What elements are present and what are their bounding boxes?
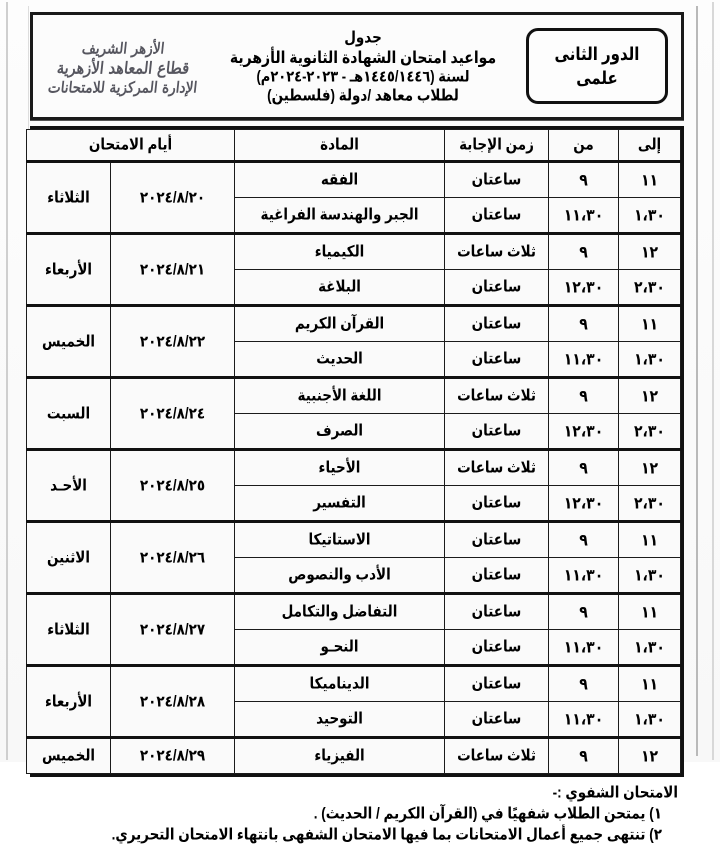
cell-exam-date-text: ٢٠٢٤/٨/٢٧ xyxy=(139,620,206,638)
cell-duration xyxy=(445,522,549,558)
cell-time-to xyxy=(619,378,681,414)
letterhead-line-2: قطاع المعاهد الأزهرية xyxy=(55,58,191,78)
exam-schedule-table-container xyxy=(30,126,684,777)
cell-time-to xyxy=(619,558,681,594)
cell-time-from-text: ٩ xyxy=(579,170,588,189)
cell-subject-text: الصرف xyxy=(315,421,364,440)
cell-exam-day-text: الثلاثاء xyxy=(47,620,90,638)
cell-duration xyxy=(445,450,549,486)
cell-exam-day xyxy=(27,306,111,378)
cell-time-from-text: ٩ xyxy=(579,314,588,333)
cell-subject xyxy=(235,738,445,774)
cell-exam-day xyxy=(27,666,111,738)
cell-subject xyxy=(235,666,445,702)
cell-time-to xyxy=(619,450,681,486)
cell-subject-text: التفسير xyxy=(313,493,366,512)
column-header-subject: المادة xyxy=(235,130,445,162)
cell-time-from xyxy=(549,342,619,378)
cell-exam-day-text: الأربعاء xyxy=(44,260,93,278)
cell-subject-text: الاستاتيكا xyxy=(308,530,371,549)
cell-time-from xyxy=(549,414,619,450)
cell-exam-date xyxy=(111,522,235,594)
column-header-exam-days: أيام الامتحان xyxy=(27,130,235,162)
cell-time-to xyxy=(619,414,681,450)
cell-duration-text: ساعتان xyxy=(471,674,522,693)
cell-duration xyxy=(445,234,549,270)
cell-time-to xyxy=(619,738,681,774)
cell-exam-day xyxy=(27,378,111,450)
cell-exam-date xyxy=(111,594,235,666)
cell-exam-date-text: ٢٠٢٤/٨/٢٦ xyxy=(139,548,206,566)
cell-time-from xyxy=(549,378,619,414)
cell-subject-text: التوحيد xyxy=(316,709,363,728)
cell-time-from-text: ٩ xyxy=(579,674,588,693)
column-header-from: من xyxy=(549,130,619,162)
document-title-block xyxy=(213,15,513,117)
cell-time-from-text: ١١،٣٠ xyxy=(563,205,604,224)
cell-subject-text: البلاغة xyxy=(318,277,361,296)
cell-time-to xyxy=(619,702,681,738)
cell-time-to-text: ١١ xyxy=(640,530,659,549)
cell-time-from-text: ١١،٣٠ xyxy=(563,637,604,656)
cell-subject xyxy=(235,630,445,666)
cell-duration xyxy=(445,342,549,378)
cell-time-to-text: ١١ xyxy=(640,170,659,189)
cell-subject xyxy=(235,270,445,306)
cell-subject xyxy=(235,306,445,342)
cell-subject-text: الفقه xyxy=(320,170,359,189)
cell-subject-text: الأدب والنصوص xyxy=(288,565,391,584)
cell-time-from xyxy=(549,738,619,774)
cell-time-from-text: ١١،٣٠ xyxy=(563,709,604,728)
cell-time-from xyxy=(549,558,619,594)
round-badge-line1: الدور الثانى xyxy=(554,44,640,65)
cell-time-to xyxy=(619,234,681,270)
cell-subject-text: الكيمياء xyxy=(314,242,365,261)
cell-time-to-text: ١٢ xyxy=(640,746,659,765)
notes-heading: الامتحان الشفوي :- xyxy=(552,783,678,802)
cell-subject-text: الفيزياء xyxy=(314,746,365,765)
cell-duration-text: ساعتان xyxy=(471,565,522,584)
cell-time-from-text: ٩ xyxy=(579,458,588,477)
cell-time-to-text: ١٢ xyxy=(640,386,659,405)
table-row xyxy=(27,738,681,774)
cell-time-to-text: ١،٣٠ xyxy=(634,349,665,368)
cell-time-to-text: ١،٣٠ xyxy=(634,709,665,728)
cell-time-from xyxy=(549,198,619,234)
cell-time-from xyxy=(549,594,619,630)
table-head xyxy=(27,130,681,162)
cell-time-to-text: ٢،٣٠ xyxy=(634,421,665,440)
cell-time-from-text: ٩ xyxy=(579,386,588,405)
title-line-2: مواعيد امتحان الشهادة الثانوية الأزهرية xyxy=(229,47,497,67)
cell-exam-date-text: ٢٠٢٤/٨/٢٥ xyxy=(139,476,206,494)
exam-schedule-table xyxy=(26,129,681,774)
cell-duration xyxy=(445,378,549,414)
cell-duration-text: ساعتان xyxy=(471,493,522,512)
cell-exam-date-text: ٢٠٢٤/٨/٢٤ xyxy=(139,404,206,422)
cell-duration-text: ساعتان xyxy=(471,709,522,728)
cell-time-from xyxy=(549,702,619,738)
cell-exam-date xyxy=(111,234,235,306)
cell-time-from-text: ٩ xyxy=(579,602,588,621)
cell-exam-date-text: ٢٠٢٤/٨/٢٩ xyxy=(139,746,206,765)
cell-duration xyxy=(445,666,549,702)
table-header-row xyxy=(27,130,681,162)
cell-time-to-text: ١٢ xyxy=(640,242,659,261)
cell-subject xyxy=(235,450,445,486)
round-badge-container xyxy=(513,15,681,117)
cell-time-from-text: ١٢،٣٠ xyxy=(563,421,604,440)
cell-duration-text: ثلاث ساعات xyxy=(457,458,536,477)
cell-duration xyxy=(445,558,549,594)
cell-time-to-text: ١،٣٠ xyxy=(634,637,665,656)
round-badge xyxy=(526,28,668,104)
cell-time-from-text: ٩ xyxy=(579,530,588,549)
table-row xyxy=(27,522,681,558)
azhar-letterhead xyxy=(33,15,213,117)
table-row xyxy=(27,234,681,270)
document-sheet xyxy=(24,8,688,844)
notes-item-2: ٢) تنتهى جميع أعمال الامتحانات بما فيها الامتحان الشفهى بانتهاء الامتحان التحريري. xyxy=(111,825,662,844)
cell-subject xyxy=(235,414,445,450)
table-row xyxy=(27,378,681,414)
cell-duration-text: ساعتان xyxy=(471,421,522,440)
cell-time-from xyxy=(549,486,619,522)
cell-subject-text: الأحياء xyxy=(318,458,361,477)
cell-time-from-text: ١١،٣٠ xyxy=(563,565,604,584)
cell-time-to xyxy=(619,630,681,666)
cell-duration-text: ثلاث ساعات xyxy=(457,746,536,765)
cell-duration xyxy=(445,414,549,450)
cell-exam-day-text: الخميس xyxy=(41,332,96,350)
cell-exam-day xyxy=(27,234,111,306)
table-row xyxy=(27,666,681,702)
column-header-to: إلى xyxy=(619,130,681,162)
cell-time-from-text: ٩ xyxy=(579,242,588,261)
column-header-duration: زمن الإجابة xyxy=(445,130,549,162)
cell-time-from-text: ١٢،٣٠ xyxy=(563,277,604,296)
cell-time-from xyxy=(549,450,619,486)
cell-exam-day xyxy=(27,594,111,666)
cell-duration-text: ثلاث ساعات xyxy=(457,242,536,261)
cell-subject xyxy=(235,162,445,198)
cell-exam-date xyxy=(111,450,235,522)
cell-duration xyxy=(445,198,549,234)
cell-duration-text: ساعتان xyxy=(471,530,522,549)
cell-duration xyxy=(445,630,549,666)
cell-subject-text: الجبر والهندسة الفراغية xyxy=(260,205,419,224)
cell-time-to-text: ١١ xyxy=(640,674,659,693)
cell-subject xyxy=(235,594,445,630)
cell-time-to-text: ١١ xyxy=(640,602,659,621)
cell-subject-text: القرآن الكريم xyxy=(294,314,385,333)
cell-exam-date-text: ٢٠٢٤/٨/٢٠ xyxy=(139,188,206,206)
cell-duration xyxy=(445,594,549,630)
cell-time-from xyxy=(549,306,619,342)
cell-subject-text: التفاضل والتكامل xyxy=(281,602,398,621)
cell-exam-day xyxy=(27,738,111,774)
cell-duration xyxy=(445,162,549,198)
notes-item-1: ١) يمتحن الطلاب شفهيًا في (القرآن الكريم / الحديث) . xyxy=(313,804,662,823)
cell-duration xyxy=(445,738,549,774)
cell-duration-text: ساعتان xyxy=(471,170,522,189)
cell-time-to-text: ١،٣٠ xyxy=(634,205,665,224)
cell-time-to-text: ١١ xyxy=(640,314,659,333)
cell-time-from xyxy=(549,630,619,666)
cell-subject-text: الديناميكا xyxy=(309,674,370,693)
letterhead-line-1: الأزهر الشريف xyxy=(80,39,166,58)
cell-time-to-text: ١٢ xyxy=(640,458,659,477)
cell-time-to-text: ١،٣٠ xyxy=(634,565,665,584)
cell-exam-date xyxy=(111,162,235,234)
cell-subject xyxy=(235,522,445,558)
cell-exam-day-text: السبت xyxy=(46,404,91,422)
cell-duration-text: ساعتان xyxy=(471,277,522,296)
letterhead-line-3: الإدارة المركزية للامتحانات xyxy=(47,78,199,97)
cell-duration-text: ساعتان xyxy=(471,602,522,621)
cell-time-to xyxy=(619,486,681,522)
cell-duration xyxy=(445,270,549,306)
cell-exam-day-text: الخميس xyxy=(41,746,96,765)
cell-subject xyxy=(235,558,445,594)
cell-time-from xyxy=(549,162,619,198)
cell-subject xyxy=(235,486,445,522)
cell-duration-text: ساعتان xyxy=(471,205,522,224)
cell-time-from xyxy=(549,666,619,702)
cell-duration xyxy=(445,486,549,522)
cell-exam-day-text: الأحـد xyxy=(50,476,87,494)
cell-time-to-text: ٢،٣٠ xyxy=(634,493,665,512)
title-line-3: لسنة (١٤٤٥/١٤٤٦هـ - ٢٠٢٣-٢٠٢٤م) xyxy=(256,67,470,86)
cell-subject xyxy=(235,342,445,378)
cell-time-to-text: ٢،٣٠ xyxy=(634,277,665,296)
cell-time-to xyxy=(619,342,681,378)
cell-exam-day xyxy=(27,522,111,594)
cell-duration xyxy=(445,306,549,342)
cell-subject-text: الحديث xyxy=(316,349,363,368)
title-line-1: جدول xyxy=(344,28,382,47)
cell-time-to xyxy=(619,306,681,342)
cell-exam-day-text: الأربعاء xyxy=(44,692,93,710)
cell-time-to xyxy=(619,522,681,558)
cell-time-from xyxy=(549,270,619,306)
cell-duration xyxy=(445,702,549,738)
cell-time-from-text: ١١،٣٠ xyxy=(563,349,604,368)
cell-exam-day xyxy=(27,450,111,522)
cell-subject-text: النحـو xyxy=(320,637,359,656)
oral-exam-notes xyxy=(30,785,678,843)
table-body xyxy=(27,162,681,774)
table-row xyxy=(27,306,681,342)
cell-time-from-text: ٩ xyxy=(579,746,588,765)
document-header xyxy=(30,12,684,120)
cell-exam-date xyxy=(111,666,235,738)
cell-time-to xyxy=(619,270,681,306)
cell-duration-text: ثلاث ساعات xyxy=(457,386,536,405)
cell-duration-text: ساعتان xyxy=(471,349,522,368)
title-line-4: لطلاب معاهد /دولة (فلسطين) xyxy=(267,86,459,105)
cell-subject xyxy=(235,234,445,270)
table-row xyxy=(27,450,681,486)
cell-duration-text: ساعتان xyxy=(471,637,522,656)
cell-duration-text: ساعتان xyxy=(471,314,522,333)
cell-exam-date-text: ٢٠٢٤/٨/٢٢ xyxy=(139,332,206,350)
cell-subject xyxy=(235,702,445,738)
cell-exam-day-text: الاثنين xyxy=(47,548,90,566)
cell-exam-date-text: ٢٠٢٤/٨/٢٨ xyxy=(139,692,206,710)
table-row xyxy=(27,594,681,630)
cell-time-to xyxy=(619,162,681,198)
cell-time-to xyxy=(619,666,681,702)
cell-subject xyxy=(235,378,445,414)
cell-exam-day xyxy=(27,162,111,234)
cell-subject-text: اللغة الأجنبية xyxy=(297,386,382,405)
cell-time-to xyxy=(619,594,681,630)
cell-time-from xyxy=(549,234,619,270)
cell-time-from-text: ١٢،٣٠ xyxy=(563,493,604,512)
cell-exam-date xyxy=(111,378,235,450)
cell-exam-date-text: ٢٠٢٤/٨/٢١ xyxy=(139,260,206,278)
cell-exam-date xyxy=(111,306,235,378)
cell-exam-day-text: الثلاثاء xyxy=(47,188,90,206)
cell-time-from xyxy=(549,522,619,558)
round-badge-line2: علمى xyxy=(576,68,618,89)
table-row xyxy=(27,162,681,198)
cell-time-to xyxy=(619,198,681,234)
cell-subject xyxy=(235,198,445,234)
cell-exam-date xyxy=(111,738,235,774)
